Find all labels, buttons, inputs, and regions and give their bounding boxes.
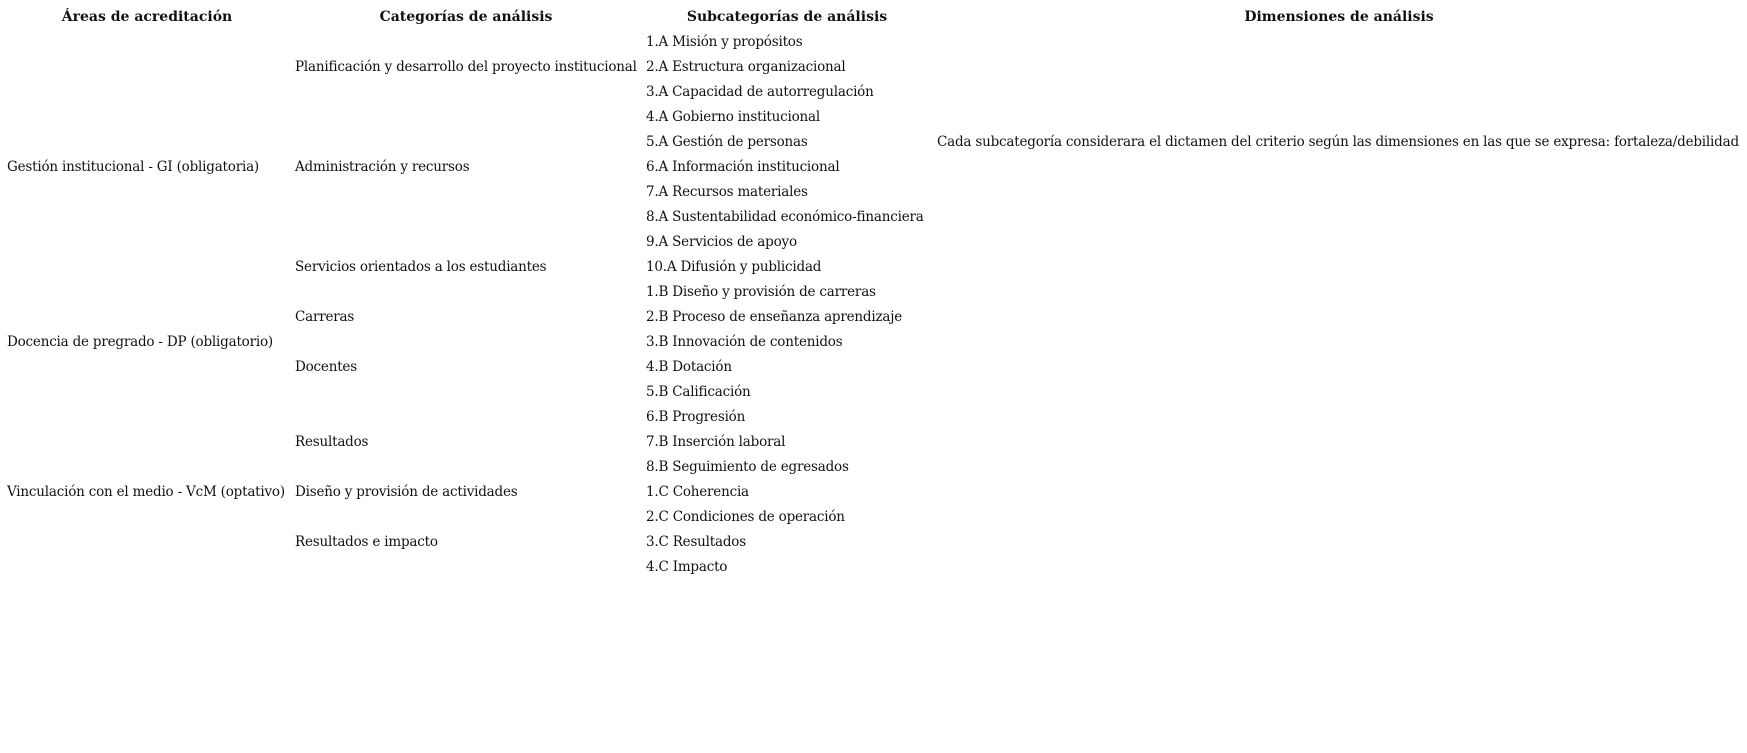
subcategory-item: 6.B Progresión <box>646 409 746 425</box>
subcategory-item: 1.C Coherencia <box>646 484 749 500</box>
subcategory-item: 8.A Sustentabilidad económico-financiera <box>646 209 924 225</box>
subcategory-item: 4.C Impacto <box>646 559 728 575</box>
subcategory-item: 2.C Condiciones de operación <box>646 509 845 525</box>
subcategory-item: 4.B Dotación <box>646 359 732 375</box>
subcategory-item: 2.B Proceso de enseñanza aprendizaje <box>646 309 902 325</box>
category-planificacion: Planificación y desarrollo del proyecto institucional <box>295 59 637 75</box>
subcategory-item: 1.B Diseño y provisión de carreras <box>646 284 876 300</box>
dimensions-description: Cada subcategoría considerara el dictamen del criterio según las dimensiones en las que se expresa: fortaleza/debilidad <box>937 134 1739 150</box>
subcategory-item: 9.A Servicios de apoyo <box>646 234 797 250</box>
header-categories: Categorías de análisis <box>379 9 553 25</box>
category-resultados-impacto: Resultados e impacto <box>295 534 438 550</box>
category-servicios-estudiantes: Servicios orientados a los estudiantes <box>295 259 547 275</box>
subcategory-item: 6.A Información institucional <box>646 159 840 175</box>
header-dimensions: Dimensiones de análisis <box>1244 9 1434 25</box>
subcategory-item: 3.A Capacidad de autorregulación <box>646 84 874 100</box>
subcategory-item: 5.A Gestión de personas <box>646 134 808 150</box>
category-resultados: Resultados <box>295 434 369 450</box>
subcategory-item: 3.B Innovación de contenidos <box>646 334 843 350</box>
category-administracion: Administración y recursos <box>295 159 470 175</box>
category-carreras: Carreras <box>295 309 355 325</box>
subcategory-item: 3.C Resultados <box>646 534 746 550</box>
category-diseno-actividades: Diseño y provisión de actividades <box>295 484 518 500</box>
area-vinculacion-medio: Vinculación con el medio - VcM (optativo) <box>7 484 285 500</box>
subcategory-item: 5.B Calificación <box>646 384 751 400</box>
header-areas: Áreas de acreditación <box>61 9 233 25</box>
subcategory-item: 8.B Seguimiento de egresados <box>646 459 849 475</box>
header-subcategories: Subcategorías de análisis <box>686 9 888 25</box>
area-docencia-pregrado: Docencia de pregrado - DP (obligatorio) <box>7 334 273 350</box>
area-gestion-institucional: Gestión institucional - GI (obligatoria) <box>7 159 259 175</box>
subcategory-item: 10.A Difusión y publicidad <box>646 259 822 275</box>
subcategory-item: 1.A Misión y propósitos <box>646 34 803 50</box>
subcategory-item: 7.B Inserción laboral <box>646 434 786 450</box>
category-docentes: Docentes <box>295 359 357 375</box>
subcategory-item: 7.A Recursos materiales <box>646 184 808 200</box>
subcategory-item: 2.A Estructura organizacional <box>646 59 846 75</box>
subcategory-item: 4.A Gobierno institucional <box>646 109 821 125</box>
